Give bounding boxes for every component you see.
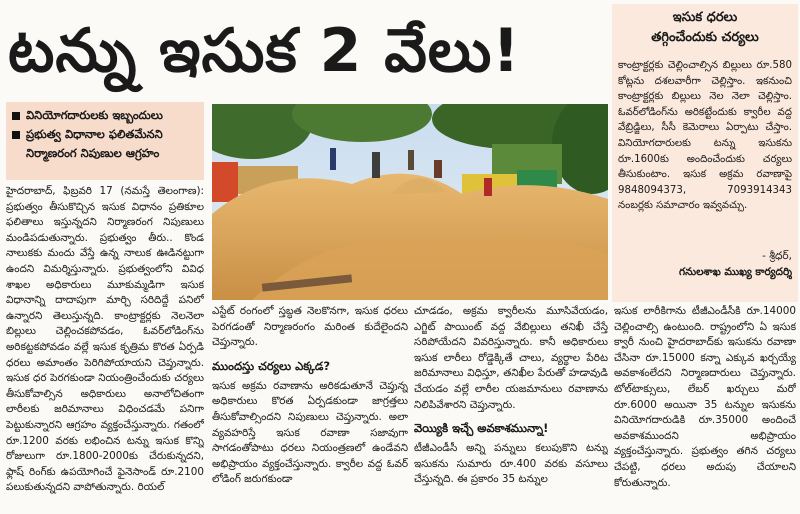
article-column-2 [212, 304, 408, 510]
sidebar-body: కాంట్రాక్టర్లకు చెల్లించాల్సిన బిల్లులు రూ.580 కోట్లను దశలవారీగా చెల్లిస్తాం. ఇకనుంచి కాంట్రాక్టర్లకు బిల్లులు నెల నెలా చెల్లిస్తాం. ఓవర్‌లోడింగ్‌ను అరికట్టేందుకు క్వారీల వద్ద వేబ్రిడ్జిలు, సీసీ కెమెరాలు ఏర్పాటు చేస్తాం. వినియోగదారులకు టన్ను ఇసుకను రూ.1600కు అందించేందుకు చర్యలు తీసుకుంటాం. ఇసుక అక్రమ రవాణాపై 9848094373, 7093914343 నంబర్లకు సమాచారం ఇవ్వవచ్చు. [618, 60, 792, 212]
bullet-icon [12, 112, 20, 120]
subhead-text: వినియోగదారులకు ఇబ్బందులు [26, 108, 163, 122]
column-3-intro: చూడడం, అక్రమ క్వారీలను మూసివేయడం, ఎగ్జిట్ పాయింట్ వద్ద వేబిల్లులు తనిఖీ చేస్తే సరిపోయేదని వివరిస్తున్నారు. కానీ అధికారులు ఇసుక లారీలు రోడ్డెక్కితే చాలు, వ్యర్థాల పేరిట జరిమానాలు విధిస్తూ, తనిఖీల పేరుతో హడావుడి చేయడం వల్లే లారీల యజమానులు రవాణాను నిలిపివేశారని చెప్తున్నారు. [414, 305, 608, 411]
column-4-text: ఇసుక లారీకిగాను టీజీఎండీసీకి రూ.14000 చెల్లించాల్సి ఉంటుంది. రాష్ట్రంలోని ఏ ఇసుక క్వారీ నుంచి హైదరాబాద్‌కు ఇసుకను రవాణా చేసినా రూ.15000 కన్నా ఎక్కువ ఖర్చయ్యే అవకాశంలేదని నిర్మాణదారులు చెప్తున్నారు. టోల్‌టాక్సులు, లేబర్ ఖర్చులు మరో రూ.6000 అయినా 35 టన్నుల ఇసుకను వినియోగదారుడికి రూ.35000 అందించే అవకాశముందని అభిప్రాయం వ్యక్తంచేస్తున్నారు. ప్రభుత్వం తగిన చర్యలు చేపట్టి, ధరలు అదుపు చేయాలని కోరుతున్నారు. [614, 305, 796, 489]
sidebar-title-line2: తగ్గించేందుకు చర్యలు [651, 30, 759, 45]
bullet-icon [12, 131, 20, 139]
headline: టన్ను ఇసుక 2 వేలు! [8, 16, 521, 86]
column-1-text: హైదరాబాద్, ఫిబ్రవరి 17 (నమస్తే తెలంగాణ): ప్రభుత్వం తీసుకొచ్చిన ఇసుక విధానం ప్రతికూల ఫలితాలు ఇస్తున్నదని నిర్మాణరంగ నిపుణులు మండిపడుతున్నారు. ప్రభుత్వం తీరు.. కొండ నాలుకకు మందు వేస్తే ఉన్న నాలుక ఊడినట్టుగా ఉందని విమర్శిస్తున్నారు. ప్రభుత్వంలోని వివిధ శాఖల అధికారులు మూకుమ్మడిగా ఇసుక విధానాన్ని దాదాపుగా మార్చి సరిదిద్దే పనిలో ఉన్నారని తెలుస్తున్నది. కాంట్రాక్టర్లకు నెలనెలా బిల్లులు చెల్లించకపోవడం, ఓవర్‌లోడింగ్‌ను అరికట్టకపోవడం వల్లే ఇసుక కృత్రిమ కొరత ఏర్పడి ధరలు అమాంతం పెరిగిపోయాయని చెప్తున్నారు. ఇసుక ధర పెరగకుండా నియంత్రించేందుకు చర్యలు తీసుకోవాల్సిన అధికారులు అనాలోచితంగా లారీలకు జరిమానాలు విధించడమే పనిగా పెట్టుకున్నారని ఆగ్రహం వ్యక్తంచేస్తున్నారు. గతంలో రూ.1200 వరకు లభించిన టన్ను ఇసుక కొన్ని రోజులుగా రూ.1800-2000కు చేరుకున్నదని, ఫ్లాష్ రింగ్‌కు ఉపయోగించే ఫైనెసాండ్ రూ.2100 పలుకుతున్నదని వాపోతున్నారు. రియల్ [6, 185, 204, 494]
subhead-item [12, 144, 198, 163]
subhead-box [6, 102, 204, 180]
subhead-text: నిర్మాణరంగ నిపుణుల ఆగ్రహం [26, 146, 160, 160]
sidebar-box [612, 4, 798, 302]
sand-heap-photo [212, 104, 608, 300]
column-2-intro: ఎస్టేట్ రంగంలో స్తబ్ధత నెలకొనగా, ఇసుక ధరలు పెరగడంతో నిర్మాణరంగం మరింత కుదేలైందని చెప్తున్నారు. [212, 305, 408, 349]
photo-illustration [212, 104, 608, 300]
sidebar-signature-title: గనులశాఖ ముఖ్య కార్యదర్శి [678, 266, 792, 278]
article-column-4 [614, 304, 796, 510]
subhead-item [12, 106, 198, 125]
article-column-3 [414, 304, 608, 510]
subhead-text: ప్రభుత్వ విధానాల ఫలితమేనని [26, 127, 163, 141]
column-3-body: టీజీఎండీసీ అన్ని పన్నులు కలుపుకొని టన్ను ఇసుకను సుమారు రూ.400 వరకు వసూలు చేస్తున్నది. ఈ ప్రకారం 35 టన్నుల [414, 442, 608, 486]
sidebar-signature-name: - శ్రీధర్, [762, 250, 792, 262]
subhead-item [12, 125, 198, 144]
sidebar-title-line1: ఇసుక ధరలు [672, 10, 738, 25]
article-column-1 [6, 184, 204, 510]
column-2-body: ఇసుక అక్రమ రవాణాను అరికడుతూనే చెప్తున్న అధికారులు కొరత ఏర్పడకుండా జాగ్రత్తలు తీసుకోవాల్సిందని నిపుణులు చెప్తున్నారు. అలా వ్యవహరిస్తే ఇసుక రవాణా సజావుగా సాగడంతోపాటు ధరలు నియంత్రణలో ఉండేవని అభిప్రాయం వ్యక్తంచేస్తున్నారు. క్వారీల వద్ద ఓవర్ లోడింగ్ జరుగకుండా [212, 379, 408, 486]
column-2-subhead: ముందస్తు చర్యలు ఎక్కడ? [212, 358, 331, 373]
column-3-subhead: వెయ్యికి ఇచ్చే అవకాశమున్నా! [414, 421, 549, 436]
